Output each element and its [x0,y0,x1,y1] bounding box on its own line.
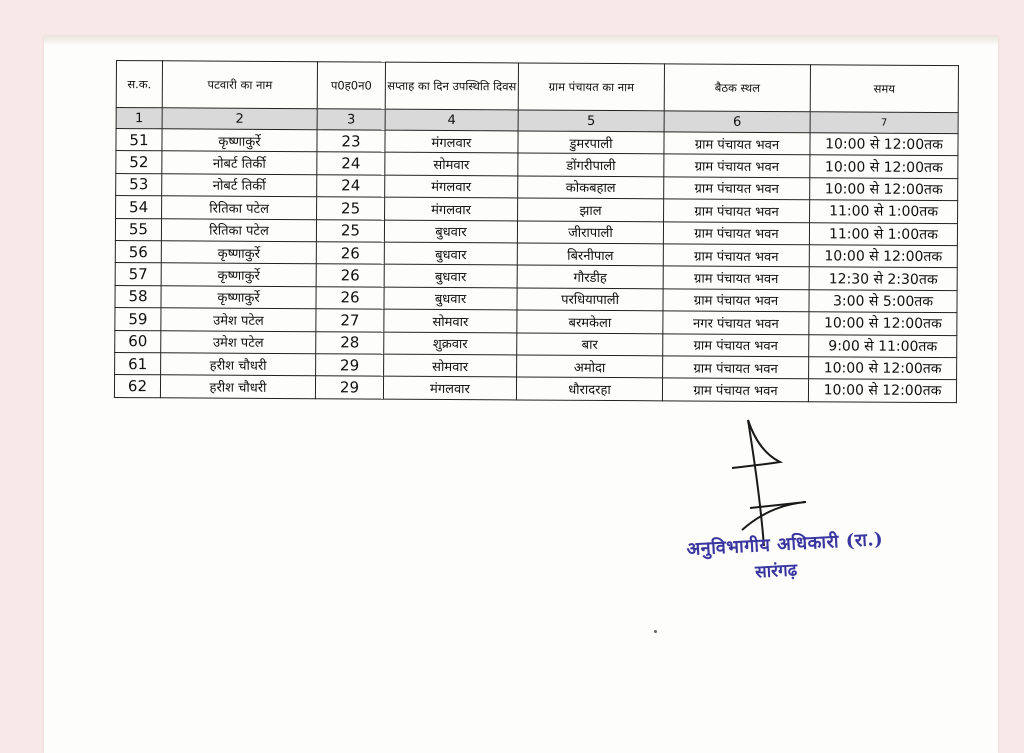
meeting-place-cell: ग्राम पंचायत भवन [663,289,809,312]
serial-cell: 51 [116,129,162,152]
patwari-name-cell: नोबर्ट तिर्की [162,151,317,174]
panchayat-cell: बरमकेला [517,310,663,333]
column-number: 6 [664,111,810,133]
meeting-place-cell: ग्राम पंचायत भवन [664,132,810,155]
halka-number-cell: 29 [315,376,383,399]
weekday-cell: बुधवार [384,242,517,265]
column-number: 2 [162,108,317,130]
column-number: 4 [385,109,518,131]
serial-cell: 54 [116,196,162,219]
column-number: 5 [518,110,664,132]
header-halka-number: प0ह0न0 [317,62,385,109]
panchayat-cell: धौरादरहा [516,377,662,400]
patwari-name-cell: नोबर्ट तिर्की [162,174,317,197]
serial-cell: 58 [115,285,161,308]
patwari-name-cell: कृष्णाकुर्रे [161,286,316,309]
time-cell: 11:00 से 1:00तक [810,200,958,223]
signature [720,418,810,548]
patwari-name-cell: उमेश पटेल [161,330,316,353]
header-weekday: सप्ताह का दिन उपस्थिति दिवस [385,62,518,110]
halka-number-cell: 28 [316,331,384,354]
serial-cell: 55 [115,218,161,241]
panchayat-cell: परधियापाली [517,288,663,311]
weekday-cell: मंगलवार [383,376,516,399]
halka-number-cell: 26 [316,264,384,287]
page-top-edge [44,36,998,46]
halka-number-cell: 29 [316,354,384,377]
time-cell: 10:00 से 12:00तक [810,178,958,201]
meeting-place-cell: ग्राम पंचायत भवन [663,221,809,244]
stamp-location: सारंगढ़ [754,560,798,583]
weekday-cell: बुधवार [384,220,517,243]
weekday-cell: शुक्रवार [384,332,517,355]
panchayat-cell: बिरनीपाल [517,243,663,266]
meeting-place-cell: ग्राम पंचायत भवन [663,244,809,267]
header-row [116,61,958,113]
patwari-name-cell: कृष्णाकुर्रे [162,129,317,152]
halka-number-cell: 25 [317,197,385,220]
panchayat-cell: डुमरपाली [518,131,664,154]
column-number: 1 [116,108,162,129]
serial-cell: 52 [116,151,162,174]
patwari-name-cell: कृष्णाकुर्रे [161,241,316,264]
halka-number-cell: 24 [317,152,385,175]
panchayat-cell: गौरडीह [517,265,663,288]
meeting-place-cell: ग्राम पंचायत भवन [664,154,810,177]
time-cell: 9:00 से 11:00तक [809,334,957,357]
weekday-cell: बुधवार [384,264,517,287]
table-body [114,129,958,403]
column-number: 3 [317,109,385,130]
weekday-cell: मंगलवार [385,175,518,198]
panchayat-cell: बार [517,332,663,355]
header-time: समय [810,65,958,113]
panchayat-cell: डोंगरीपाली [518,153,664,176]
panchayat-cell: अमोदा [517,355,663,378]
header-meeting-place: बैठक स्थल [664,64,810,112]
weekday-cell: सोमवार [384,309,517,332]
header-panchayat: ग्राम पंचायत का नाम [518,63,664,111]
header-patwari-name: पटवारी का नाम [162,61,317,109]
official-stamp [684,527,887,607]
meeting-place-cell: नगर पंचायत भवन [663,311,809,334]
halka-number-cell: 24 [317,175,385,198]
halka-number-cell: 25 [316,219,384,242]
meeting-place-cell: ग्राम पंचायत भवन [663,356,809,379]
serial-cell: 57 [115,263,161,286]
patwari-name-cell: उमेश पटेल [161,308,316,331]
schedule-table [114,60,959,403]
patwari-name-cell: कृष्णाकुर्रे [161,263,316,286]
patwari-name-cell: रितिका पटेल [161,218,316,241]
patwari-name-cell: हरीश चौधरी [160,375,315,398]
stamp-designation: अनुविभागीय अधिकारी (रा.) [685,528,884,561]
weekday-cell: मंगलवार [385,130,518,153]
paper-speck [654,630,657,633]
time-cell: 10:00 से 12:00तक [809,357,957,380]
panchayat-cell: जीरापाली [517,221,663,244]
serial-cell: 62 [114,375,160,398]
halka-number-cell: 27 [316,309,384,332]
column-number: 7 [810,112,958,134]
time-cell: 10:00 से 12:00तक [810,155,958,178]
meeting-place-cell: ग्राम पंचायत भवन [663,333,809,356]
time-cell: 10:00 से 12:00तक [809,312,957,335]
weekday-cell: बुधवार [384,287,517,310]
serial-cell: 61 [115,352,161,375]
header-serial: स.क. [116,61,162,108]
table-row [114,375,956,403]
patwari-name-cell: हरीश चौधरी [161,353,316,376]
time-cell: 12:30 से 2:30तक [809,267,957,290]
weekday-cell: सोमवार [385,153,518,176]
halka-number-cell: 26 [316,286,384,309]
time-cell: 11:00 से 1:00तक [809,222,957,245]
meeting-place-cell: ग्राम पंचायत भवन [664,199,810,222]
time-cell: 3:00 से 5:00तक [809,289,957,312]
halka-number-cell: 26 [316,242,384,265]
meeting-place-cell: ग्राम पंचायत भवन [664,177,810,200]
serial-cell: 60 [115,330,161,353]
time-cell: 10:00 से 12:00तक [810,133,958,156]
serial-cell: 53 [116,173,162,196]
serial-cell: 59 [115,308,161,331]
weekday-cell: मंगलवार [385,197,518,220]
time-cell: 10:00 से 12:00तक [808,379,956,402]
weekday-cell: सोमवार [384,354,517,377]
panchayat-cell: झाल [518,198,664,221]
patwari-name-cell: रितिका पटेल [162,196,317,219]
time-cell: 10:00 से 12:00तक [809,245,957,268]
halka-number-cell: 23 [317,130,385,153]
meeting-place-cell: ग्राम पंचायत भवन [663,266,809,289]
serial-cell: 56 [115,240,161,263]
panchayat-cell: कोकबहाल [518,176,664,199]
meeting-place-cell: ग्राम पंचायत भवन [662,378,808,401]
